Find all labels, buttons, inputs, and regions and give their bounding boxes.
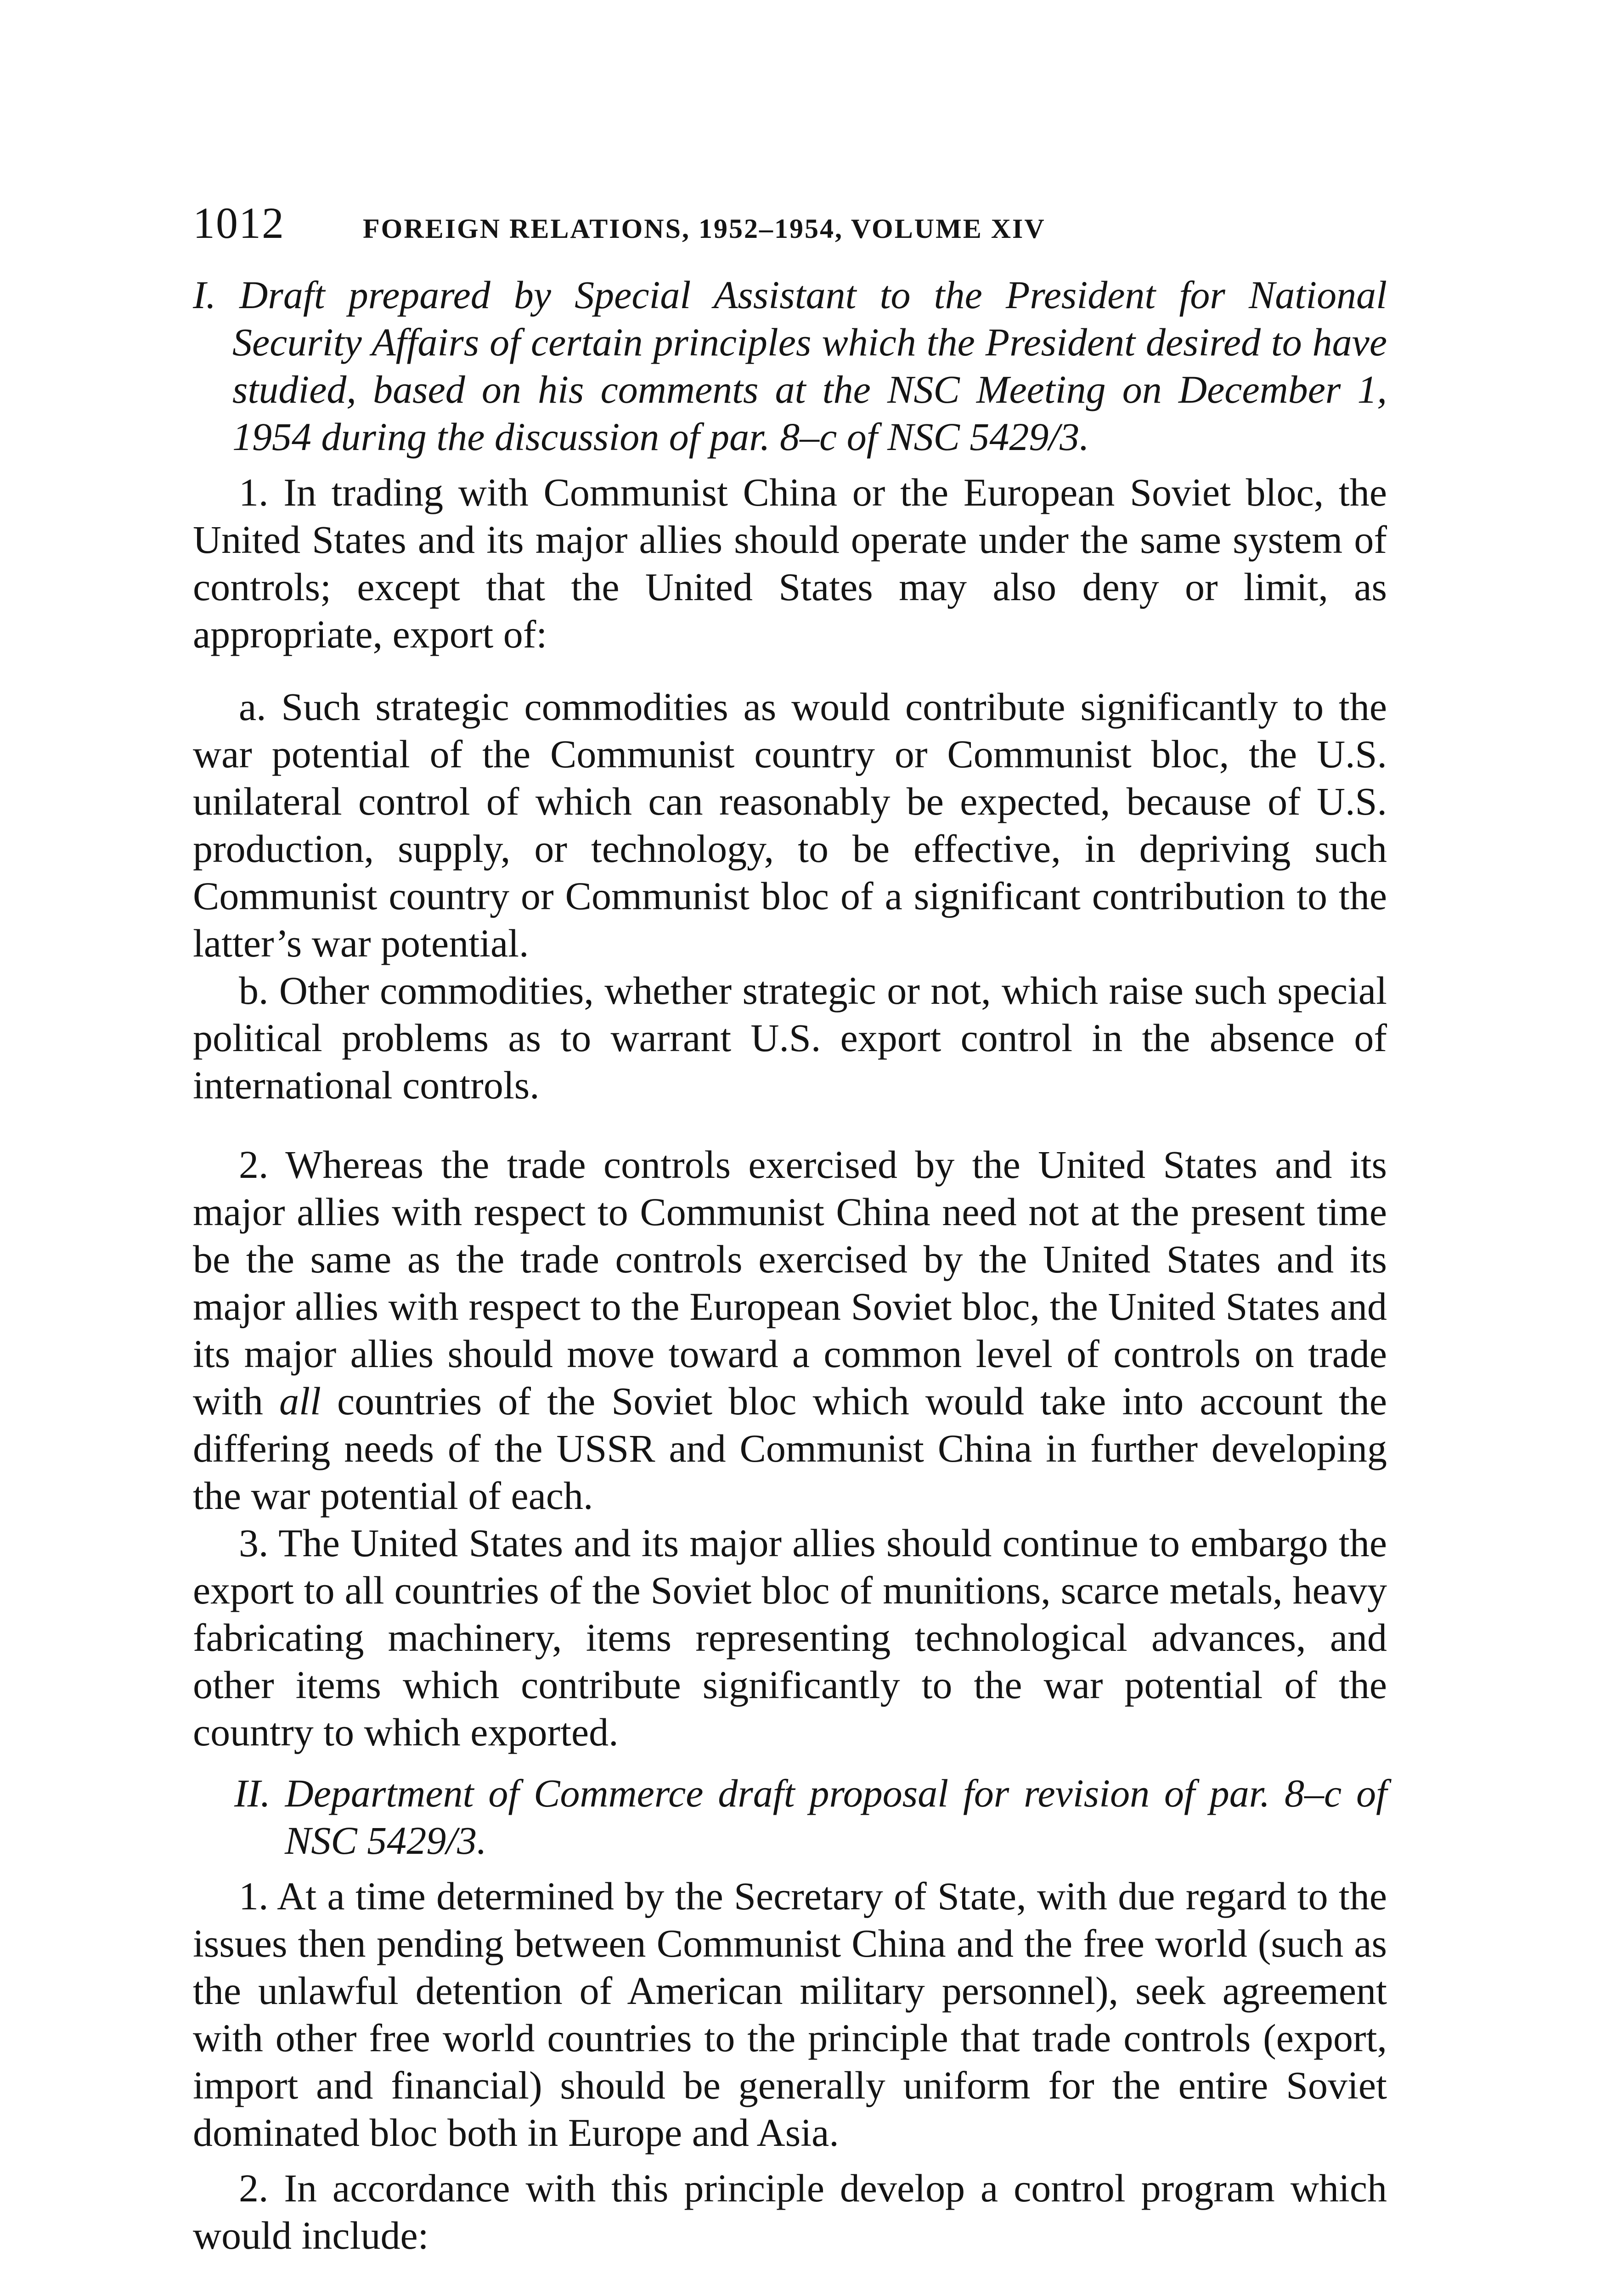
section-heading-ii: II. Department of Commerce draft proposal for revision of par. 8–c of NSC 5429/3. [234, 1771, 1387, 1863]
section-heading-i: I. Draft prepared by Special Assistant to the President for National Security Affairs of certain principles which the President desired to have studied, based on his comments at the NSC Meeting on December 1, 1954 during the discussion of par. 8–c of NSC 5429/3. [193, 273, 1387, 459]
paragraph-2-text-b: countries of the Soviet bloc which would take into account the differing needs of the USSR and Communist China in further developing the war potential of each. [193, 1379, 1387, 1518]
paragraph-1b: b. Other commodities, whether strategic or not, which raise such special political problems as to warrant U.S. export control in the absence of international controls. [193, 968, 1387, 1107]
paragraph-1: 1. In trading with Communist China or the European Soviet bloc, the United States and its major allies should operate under the same system of controls; except that the United States may also deny or limit, as appropriate, export of: [193, 470, 1387, 656]
commerce-paragraph-2: 2. In accordance with this principle develop a control program which would include: [193, 2166, 1387, 2257]
commerce-paragraph-1: 1. At a time determined by the Secretary of State, with due regard to the issues then pending between Communist China and the free world (such as the unlawful detention of American military personnel), seek agreement with other free world countries to the principle that trade controls (export, import and financial) should be generally uniform for the entire Soviet dominated bloc both in Europe and Asia. [193, 1874, 1387, 2155]
paragraph-2 [193, 1141, 1387, 1519]
running-head [193, 197, 1387, 248]
page-number: 1012 [193, 198, 285, 248]
document-page [193, 197, 1387, 2259]
paragraph-1a: a. Such strategic commodities as would contribute significantly to the war potential of the Communist country or Communist bloc, the U.S. unilateral control of which can reasonably be expected, because of U.S. production, supply, or technology, to be effective, in depriving such Communist country or Communist bloc of a significant contribution to the latter’s war potential. [193, 685, 1387, 965]
emphasis-all: all [279, 1379, 321, 1423]
volume-title: FOREIGN RELATIONS, 1952–1954, VOLUME XIV [363, 214, 1046, 244]
paragraph-3: 3. The United States and its major allies should continue to embargo the export to all countries of the Soviet bloc of munitions, scarce metals, heavy fabricating machinery, items representing technological advances, and other items which contribute significantly to the war potential of the country to which exported. [193, 1521, 1387, 1754]
paragraph-2-text-a: 2. Whereas the trade controls exercised by the United States and its major allies with respect to Communist China need not at the present time be the same as the trade controls exercised by the United States and its major allies with respect to the European Soviet bloc, the United States and its major allies should move toward a common level of controls on trade with [193, 1142, 1387, 1423]
